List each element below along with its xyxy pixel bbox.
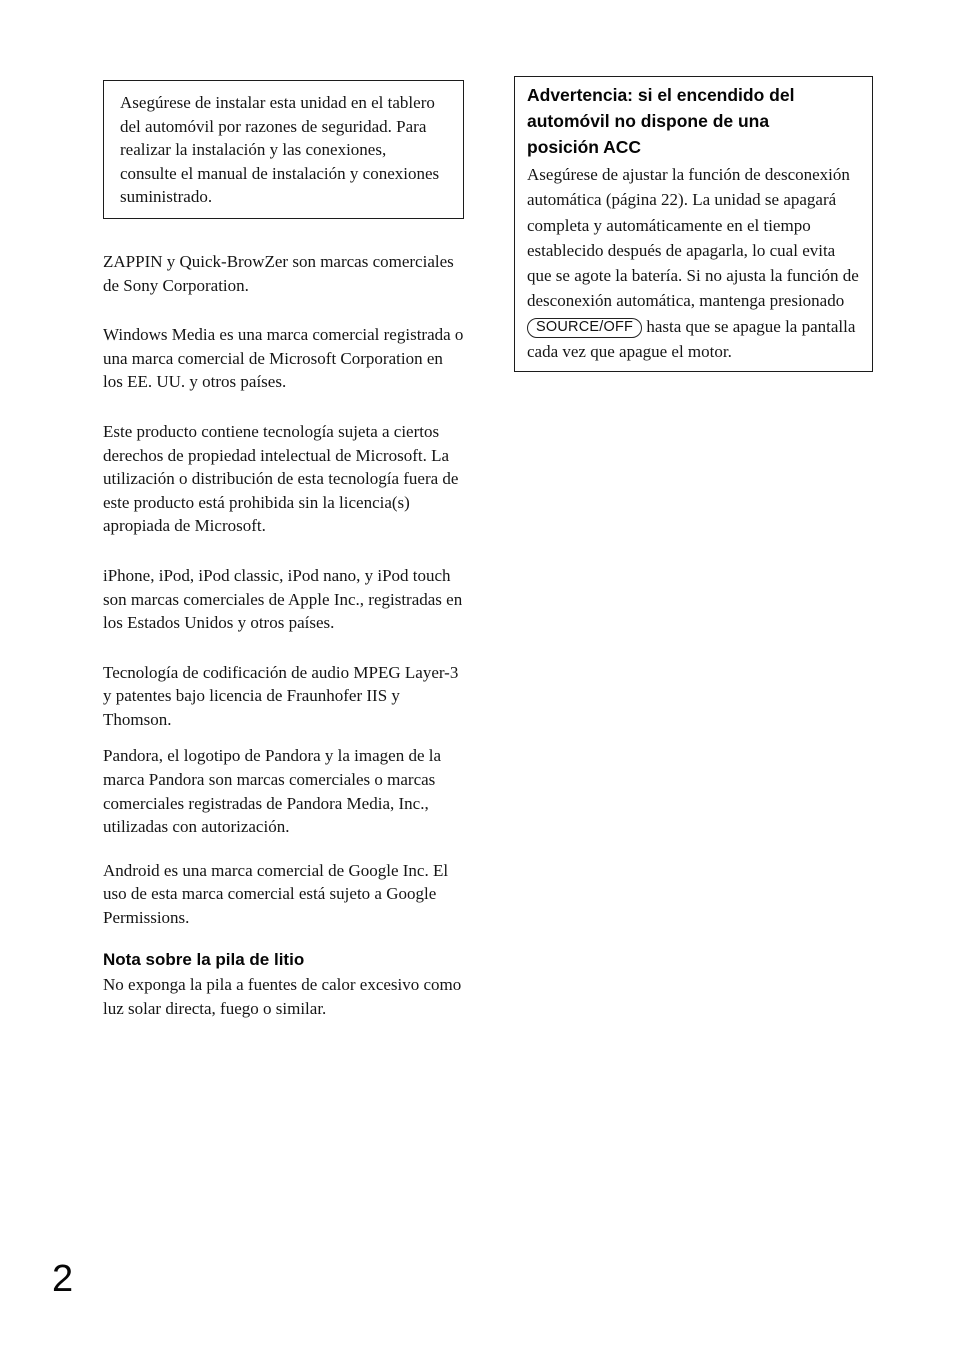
lithium-battery-note-heading: Nota sobre la pila de litio (103, 949, 305, 969)
lithium-battery-note-body: No exponga la pila a fuentes de calor excesivo como luz solar directa, fuego o similar. (103, 975, 462, 1018)
acc-warning-box (514, 76, 873, 372)
acc-warning-body-after: hasta que se apague la pantalla cada vez que apague el motor. (527, 316, 856, 362)
install-note-box (103, 80, 464, 219)
source-off-button-label: SOURCE/OFF (527, 318, 642, 338)
acc-warning-body-before: Asegúrese de ajustar la función de desconexión automática (página 22). La unidad se apagará completa y automáticamente en el tiempo establecido después de apagarla, lo cual evita que se agote la batería. Si no ajusta la función de desconexión automática, mantenga presionado (527, 165, 859, 311)
trademark-paragraph-windows-media: Windows Media es una marca comercial registrada o una marca comercial de Microsoft Corporation en los EE. UU. y otros países. (103, 325, 464, 392)
acc-warning-body (527, 162, 860, 364)
trademark-paragraph-apple: iPhone, iPod, iPod classic, iPod nano, y iPod touch son marcas comerciales de Apple Inc., registradas en los Estados Unidos y otros países. (103, 565, 463, 633)
page-number: 2 (52, 1258, 74, 1300)
trademark-paragraph-microsoft-ip: Este producto contiene tecnología sujeta a ciertos derechos de propiedad intelectual de Microsoft. La utilización o distribución de esta tecnología fuera de este producto está prohibida sin la licencia(s) apropiada de Microsoft. (103, 421, 459, 536)
trademark-paragraph-pandora: Pandora, el logotipo de Pandora y la imagen de la marca Pandora son marcas comerciales o marcas comerciales registradas de Pandora Media, Inc., utilizadas con autorización. (103, 746, 442, 837)
trademark-paragraph-zappin: ZAPPIN y Quick-BrowZer son marcas comerciales de Sony Corporation. (103, 251, 454, 295)
trademark-paragraph-mpeg: Tecnología de codificación de audio MPEG Layer-3 y patentes bajo licencia de Fraunhofer IIS y Thomson. (103, 662, 459, 729)
trademark-paragraph-android: Android es una marca comercial de Google Inc. El uso de esta marca comercial está sujeto a Google Permissions. (103, 860, 449, 928)
install-note-text: Asegúrese de instalar esta unidad en el tablero del automóvil por razones de seguridad. Para realizar la instalación y las conexiones, consulte el manual de instalación y conexiones suministrado. (120, 93, 440, 207)
left-column (103, 80, 464, 1020)
acc-warning-heading: Advertencia: si el encendido del automóvil no dispone de una posición ACC (527, 85, 795, 157)
right-column (514, 76, 873, 372)
